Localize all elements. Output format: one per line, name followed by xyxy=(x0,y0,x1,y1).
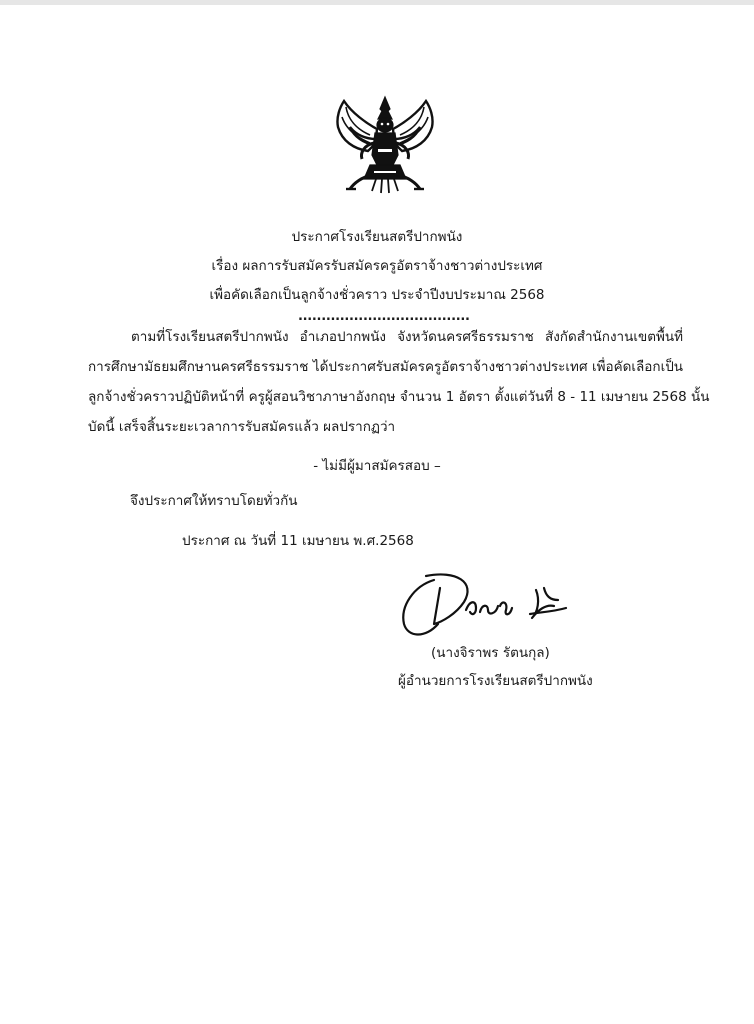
result-text: - ไม่มีผู้มาสมัครสอบ – xyxy=(313,458,441,474)
body-line: การศึกษามัธยมศึกษานครศรีธรรมราช ได้ประกาศรับสมัครครูอัตราจ้างชาวต่างประเทศ เพื่อคัดเลือกเป็น xyxy=(88,359,683,375)
signatory-name: (นางจิราพร รัตนกุล) xyxy=(431,645,550,661)
dotted-divider: ..................................... xyxy=(298,309,470,324)
body-line: บัดนี้ เสร็จสิ้นระยะเวลาการรับสมัครแล้ว ผลปรากฏว่า xyxy=(88,419,396,435)
body-line: ตามที่โรงเรียนสตรีปากพนัง อำเภอปากพนัง จังหวัดนครศรีธรรมราช สังกัดสำนักงานเขตพื้นที่ xyxy=(131,329,683,345)
body-paragraph xyxy=(88,322,710,442)
announcement-title: ประกาศโรงเรียนสตรีปากพนัง xyxy=(291,229,463,245)
body-line: ลูกจ้างชั่วคราวปฏิบัติหน้าที่ ครูผู้สอนวิชาภาษาอังกฤษ จำนวน 1 อัตรา ตั้งแต่วันที่ 8 - 11 เมษายน 2568 นั้น xyxy=(88,389,710,405)
handwritten-signature xyxy=(396,566,578,642)
announcement-statement: จึงประกาศให้ทราบโดยทั่วกัน xyxy=(130,493,298,509)
subject-line: เรื่อง ผลการรับสมัครรับสมัครครูอัตราจ้างชาวต่างประเทศ xyxy=(211,258,543,274)
announcement-date: ประกาศ ณ วันที่ 11 เมษายน พ.ศ.2568 xyxy=(182,533,414,549)
top-edge-bar xyxy=(0,0,754,5)
garuda-emblem-icon xyxy=(326,93,444,197)
purpose-line: เพื่อคัดเลือกเป็นลูกจ้างชั่วคราว ประจำปีงบประมาณ 2568 xyxy=(209,287,545,303)
signatory-position: ผู้อำนวยการโรงเรียนสตรีปากพนัง xyxy=(398,673,593,689)
